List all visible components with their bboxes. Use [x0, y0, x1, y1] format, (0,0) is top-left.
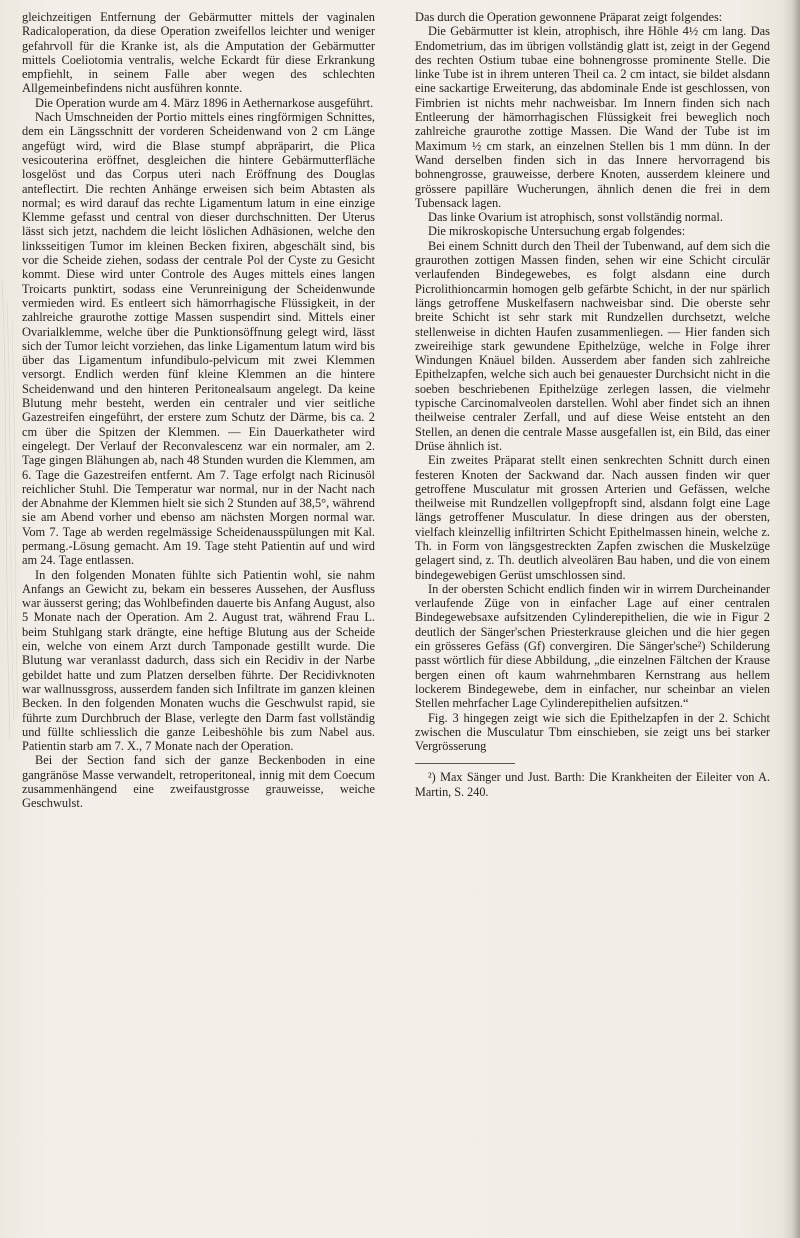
paragraph: Nach Umschneiden der Portio mittels eines ringförmigen Schnittes, dem ein Längsschnitt der vorderen Scheidenwand von 2 cm Länge angefügt wird, wird die Blase stumpf abpräparirt, die Plica vesicouterina eröffnet, desgleichen die hintere Gebärmutterfläche losgelöst und das Corpus uteri nach Eröffnung des Douglas anteflectirt. Die rechten Anhänge erweisen sich beim Abtasten als normal; es wird darauf das rechte Ligamentum latum in eine einzige Klemme gefasst und central von dieser durchschnitten. Der Uterus lässt sich jetzt, nachdem die leicht löslichen Adhäsionen, welche den linksseitigen Tumor im kleinen Becken fixiren, abgeschält sind, bis vor die Scheide ziehen, sodass der centrale Pol der Cyste zu Gesicht kommt. Diese wird unter Controle des Auges mittels eines langen Troicarts punktirt, sodass eine Verunreinigung der Scheidenwunde vermieden wird. Es entleert sich hämorrhagische Flüssigkeit, in der zahlreiche graurothe zottige Massen suspendirt sind. Mittels einer Ovarialklemme, welche über die Punktionsöffnung gelegt wird, lässt sich der Tumor leicht vorziehen, das linke Ligamentum latum wird bis über das Ligamentum infundibulo-pelvicum mit zwei Klemmen versorgt. Endlich werden fünf kleine Klemmen an die hintere Scheidenwand und den hinteren Peritonealsaum angelegt. Da keine Blutung mehr besteht, werden ein centraler und vier seitliche Gazestreifen eingeführt, der erstere zum Schutz der Därme, bis ca. 2 cm über die Spitzen der Klemmen. — Ein Dauerkatheter wird eingelegt. Der Verlauf der Reconvalescenz war ein normaler, am 2. Tage gingen Blähungen ab, nach 48 Stunden wurden die Klemmen, am 6. Tage die Gazestreifen entfernt. Am 7. Tage erfolgt nach Ricinusöl reichlicher Stuhl. Die Temperatur war normal, nur in der Nacht nach der Abnahme der Klemmen hielt sie sich 2 Stunden auf 38,5°, während sie am Abend vorher und ebenso am nächsten Morgen normal war. Vom 7. Tage ab werden regelmässige Scheidenausspülungen mit Kal. permang.-Lösung gemacht. Am 19. Tage steht Patientin auf und wird am 24. Tage entlassen. — [22, 110, 375, 568]
paragraph: Das durch die Operation gewonnene Präparat zeigt folgendes: — [415, 10, 723, 24]
footnote: ²) Max Sänger und Just. Barth: Die Krankheiten der Eileiter von A. Martin, S. 240. — [415, 770, 770, 799]
paragraph: Fig. 3 hingegen zeigt wie sich die Epithelzapfen in der 2. Schicht zwischen die Musculatur Tbm einschieben, sie zeigt uns bei starker Vergrösserung — [415, 710, 770, 754]
paragraph: gleichzeitigen Entfernung der Gebärmutter mittels der vaginalen Radicaloperation, da diese Operation zweifellos leichter und weniger gefahrvoll für die Kranke ist, als die Amputation der Gebärmutter mittels Coeliotomia ventralis, welche Eckardt für diese Erkrankung empfiehlt, in seinem Falle aber wegen des schlechten Allgemeinbefindens nicht ausführen konnte. — [22, 10, 375, 96]
paragraph: Die mikroskopische Untersuchung ergab folgendes: — [428, 224, 686, 239]
paragraph: In den folgenden Monaten fühlte sich Patientin wohl, sie nahm Anfangs an Gewicht zu, bekam ein besseres Aussehen, der Ausfluss war äusserst gering; das Wohlbefinden dauerte bis Anfang August, also 5 Monate nach der Operation. Am 2. August trat, während Frau L. beim Stuhlgang stark drängte, eine heftige Blutung aus der Scheide ein, welche von einem Arzt durch Tamponade gestillt wurde. Die Blutung war veranlasst dadurch, dass sich ein Recidiv in der Narbe gebildet hatte und zum Platzen derselben führte. Der Recidivknoten war wallnussgross, ausserdem fanden sich Infiltrate im ganzen kleinen Becken. In den folgenden Monaten wuchs die Geschwulst rapid, sie führte zum Durchbruch der Blase, verlegte den Darm fast vollständig und füllte schliesslich die ganze Leibeshöhle bis zum Nabel aus. Patientin starb am 7. X., 7 Monate nach der Operation. — [22, 567, 375, 754]
page-edge-shadow — [782, 0, 800, 1238]
paragraph: Das linke Ovarium ist atrophisch, sonst vollständig normal. — [428, 210, 723, 225]
paragraph: Ein zweites Präparat stellt einen senkrechten Schnitt durch einen festeren Knoten der Sackwand dar. Nach aussen finden wir quer getroffene Musculatur mit grossen Arterien und Gefässen, welche theilweise mit Rundzellen vollgepfropft sind, alsdann folgt eine Lage längs getroffener Musculatur. In diese dringen aus der obersten, vielfach kleinzellig infiltrirten Schicht Epithelmassen hinein, welche z. Th. in Form von längsgestreckten Zapfen zwischen die Muskelzüge gelagert sind, z. Th. deutlich alveolären Bau haben, und die von einem bindegewebigen Gerüst umschlossen sind. — [415, 453, 770, 582]
paragraph: Bei einem Schnitt durch den Theil der Tubenwand, auf dem sich die graurothen zottigen Massen finden, sehen wir eine Schicht circulär verlaufenden Bindegewebes, es folgt alsdann eine durch Picrolithioncarmin homogen gelb gefärbte Schicht, in der nur spärlich längs getroffene Muskelfasern nachweisbar sind. Die oberste sehr breite Schicht ist sehr stark mit Rundzellen durchsetzt, welche stellenweise in dichten Haufen zusammenliegen. — Hier fanden sich zweireihige stark gewundene Epithelzüge, welche in Folge ihrer Windungen Knäuel bilden. Ausserdem aber fanden sich zahlreiche Epithelzapfen, welche sich auch bei genauester Durchsicht nicht in die soeben beschriebenen Epithelzüge zerlegen lassen, die vielmehr typische Carcinomalveolen darstellen. Wohl aber findet sich an ihnen theilweise centraler Zerfall, und auf diese Weise entsteht an den Stellen, an denen die centrale Masse ausgefallen ist, ein Bild, das einer Drüse ähnlich ist. — [415, 238, 770, 453]
left-column — [22, 10, 375, 811]
paragraph: Bei der Section fand sich der ganze Beckenboden in eine gangränöse Masse verwandelt, retroperitoneal, innig mit dem Coecum zusammenhängend eine zweifaustgrosse grauweisse, weiche Geschwulst. — [22, 753, 375, 811]
paragraph: In der obersten Schicht endlich finden wir in wirrem Durcheinander verlaufende Züge von in einfacher Lage auf einer centralen Bindegewebsaxe aufsitzenden Cylinderepithelien, die wie in Figur 2 deutlich der Sänger'schen Priesterkrause gleichen und die hier gegen ein grösseres Gefäss (Gf) convergiren. Die Sänger'sche²) Schilderung passt wörtlich für diese Abbildung, „die einzelnen Fältchen der Krause bergen einen oft kaum wahrnehmbaren Kernstrang aus hellem lockerem Bindegewebe, dem in einfacher, nur scheinbar an vielen Stellen mehrfacher Lage Cylinderepithelien aufsitzen.“ — [415, 581, 770, 711]
right-column — [415, 10, 770, 799]
footnote-divider — [415, 763, 515, 764]
paragraph: Die Operation wurde am 4. März 1896 in Aethernarkose ausgeführt. — [35, 95, 374, 110]
paragraph: Die Gebärmutter ist klein, atrophisch, ihre Höhle 4½ cm lang. Das Endometrium, das im übrigen vollständig glatt ist, zeigt in der Gegend des rechten Ostium tubae eine bohnengrosse prominente Stelle. Die linke Tube ist in ihrem unteren Theil ca. 2 cm intact, sie bildet alsdann eine sackartige Erweiterung, das abdominale Ende ist geschlossen, von Fimbrien ist nichts mehr nachweisbar. Im Innern finden sich nach Entleerung der hämorrhagischen Flüssigkeit frei beweglich noch zahlreiche graurothe zottige Massen. Die Wand der Tube ist im Maximum ½ cm stark, an einzelnen Stellen bis 1 mm dünn. In der Wand derselben finden sich in das Innere hervorragend bis bohnengrosse, grauweisse, derbere Knoten, ausserdem kleinere und grössere papilläre Wucherungen, ähnlich denen die frei in dem Tubensack lagen. — [415, 24, 770, 210]
